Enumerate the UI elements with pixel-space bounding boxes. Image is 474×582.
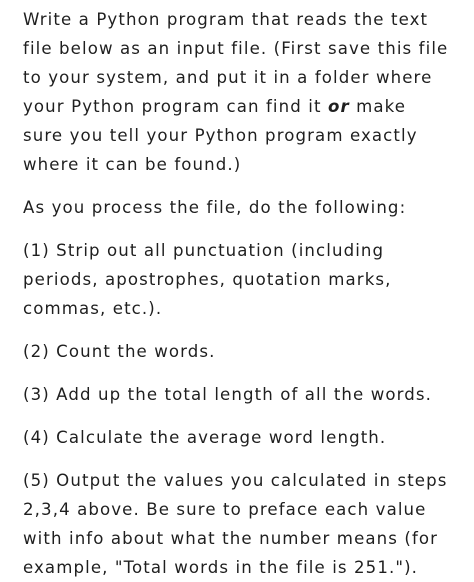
spacer — [23, 452, 456, 466]
spacer — [23, 179, 456, 193]
intro-line-4-before: your Python program can find it — [23, 97, 328, 116]
step-4-line-1: (4) Calculate the average word length. — [23, 428, 387, 447]
intro-line-4 — [23, 92, 456, 121]
process-paragraph — [23, 193, 456, 222]
process-line-1: As you process the file, do the following: — [23, 198, 407, 217]
spacer — [23, 222, 456, 236]
intro-line-2: file below as an input file. (First save this file — [23, 39, 449, 58]
intro-line-5: sure you tell your Python program exactly — [23, 126, 418, 145]
intro-emphasis-or: or — [327, 97, 350, 116]
spacer — [23, 409, 456, 423]
step-3-paragraph — [23, 380, 456, 409]
step-4-paragraph — [23, 423, 456, 452]
spacer — [23, 323, 456, 337]
step-5-line-3: with info about what the number means (for — [23, 529, 439, 548]
step-1-line-2: periods, apostrophes, quotation marks, — [23, 270, 392, 289]
step-1-line-3: commas, etc.). — [23, 299, 163, 318]
step-5-line-2: 2,3,4 above. Be sure to preface each value — [23, 500, 427, 519]
spacer — [23, 366, 456, 380]
step-1-line-1: (1) Strip out all punctuation (including — [23, 241, 385, 260]
step-5-line-1: (5) Output the values you calculated in steps — [23, 471, 448, 490]
intro-line-3: to your system, and put it in a folder where — [23, 68, 433, 87]
intro-line-1: Write a Python program that reads the text — [23, 10, 429, 29]
step-2-paragraph — [23, 337, 456, 366]
intro-line-4-after: make — [349, 97, 407, 116]
step-5-paragraph — [23, 466, 456, 582]
step-3-line-1: (3) Add up the total length of all the words. — [23, 385, 433, 404]
step-2-line-1: (2) Count the words. — [23, 342, 216, 361]
intro-line-6: where it can be found.) — [23, 155, 242, 174]
step-5-line-4: example, "Total words in the file is 251."). — [23, 558, 419, 577]
step-1-paragraph — [23, 236, 456, 323]
intro-paragraph — [23, 5, 456, 179]
